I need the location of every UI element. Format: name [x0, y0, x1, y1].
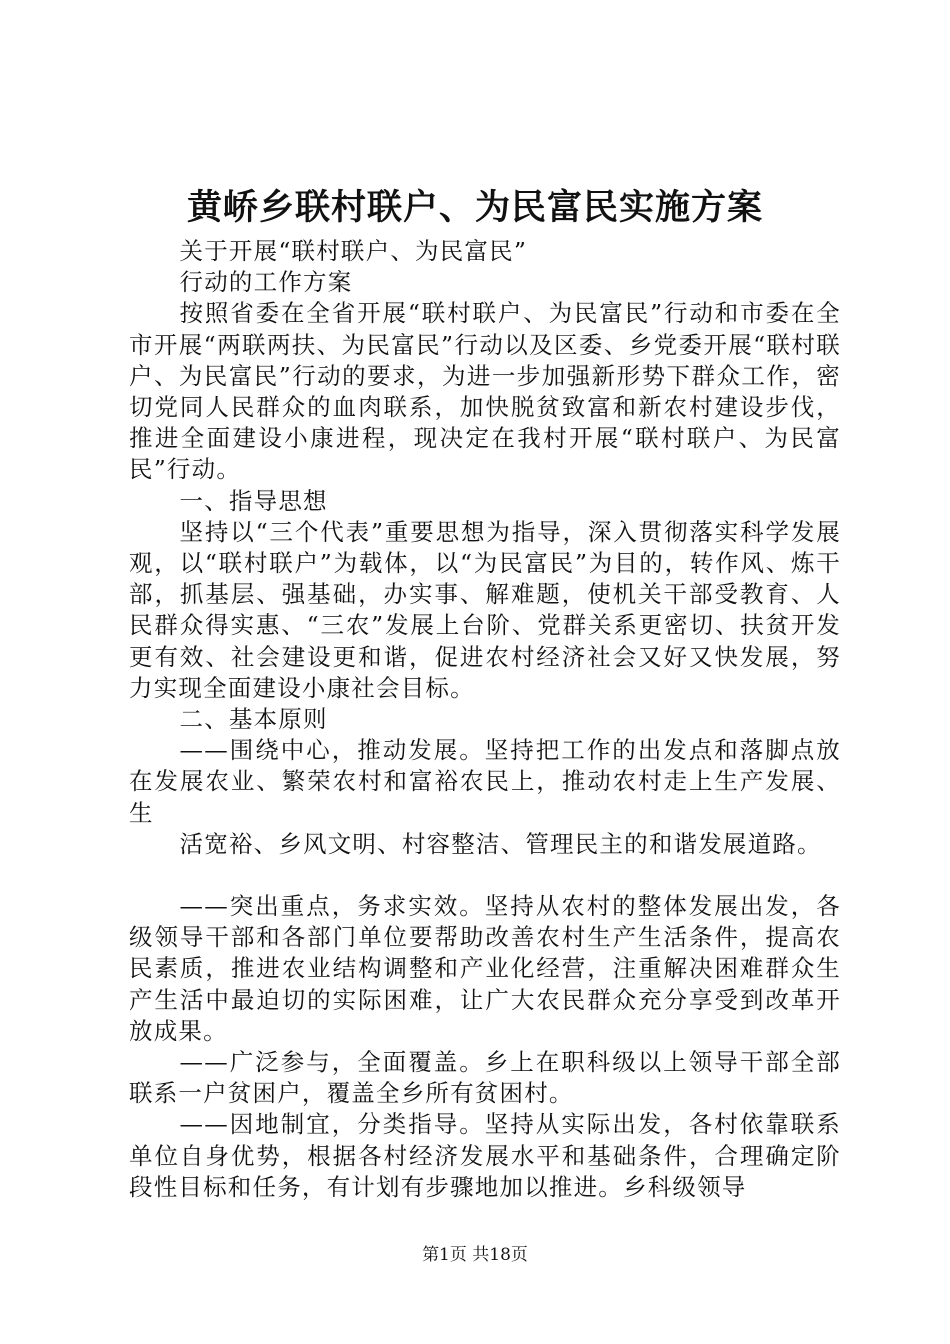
document-title: 黄峤乡联村联户、为民富民实施方案 [186, 187, 763, 228]
principle-2-paragraph: ——突出重点，务求实效。坚持从农村的整体发展出发，各级领导干部和各部门单位要帮助改善农村生产生活条件，提高农民素质，推进农业结构调整和产业化经营，注重解决困难群众生产生活中最迫切的实际困难，让广大农民群众充分享受到改革开放成果。 [129, 892, 841, 1045]
subtitle-line-1: 关于开展“联村联户、为民富民” [179, 237, 528, 265]
principle-4-paragraph: ——因地制宜，分类指导。坚持从实际出发，各村依靠联系单位自身优势，根据各村经济发展水平和基础条件，合理确定阶段性目标和任务，有计划有步骤地加以推进。乡科级领导 [129, 1110, 841, 1201]
intro-paragraph: 按照省委在全省开展“联村联户、为民富民”行动和市委在全市开展“两联两扶、为民富民”行动以及区委、乡党委开展“联村联户、为民富民”行动的要求，为进一步加强新形势下群众工作，密切党同人民群众的血肉联系，加快脱贫致富和新农村建设步伐，推进全面建设小康进程，现决定在我村开展“联村联户、为民富民”行动。 [129, 299, 841, 484]
subtitle-line-2: 行动的工作方案 [179, 268, 353, 297]
principle-1-continuation: 活宽裕、乡风文明、村容整洁、管理民主的和谐发展道路。 [179, 829, 822, 858]
principle-1-paragraph: ——围绕中心，推动发展。坚持把工作的出发点和落脚点放在发展农业、繁荣农村和富裕农民上，推动农村走上生产发展、生 [129, 736, 841, 827]
guiding-thought-paragraph: 坚持以“三个代表”重要思想为指导，深入贯彻落实科学发展观，以“联村联户”为载体，以“为民富民”为目的，转作风、炼干部，抓基层、强基础，办实事、解难题，使机关干部受教育、人民群众得实惠、“三农”发展上台阶、党群关系更密切、扶贫开发更有效、社会建设更和谐，促进农村经济社会又好又快发展，努力实现全面建设小康社会目标。 [129, 517, 841, 702]
page-footer: 第1页 共18页 [422, 1245, 528, 1265]
principle-3-paragraph: ——广泛参与，全面覆盖。乡上在职科级以上领导干部全部联系一户贫困户，覆盖全乡所有贫困村。 [129, 1048, 841, 1108]
section-heading-guiding-thought: 一、指导思想 [179, 486, 328, 515]
section-heading-basic-principles: 二、基本原则 [179, 705, 328, 734]
document-body [129, 236, 841, 1203]
